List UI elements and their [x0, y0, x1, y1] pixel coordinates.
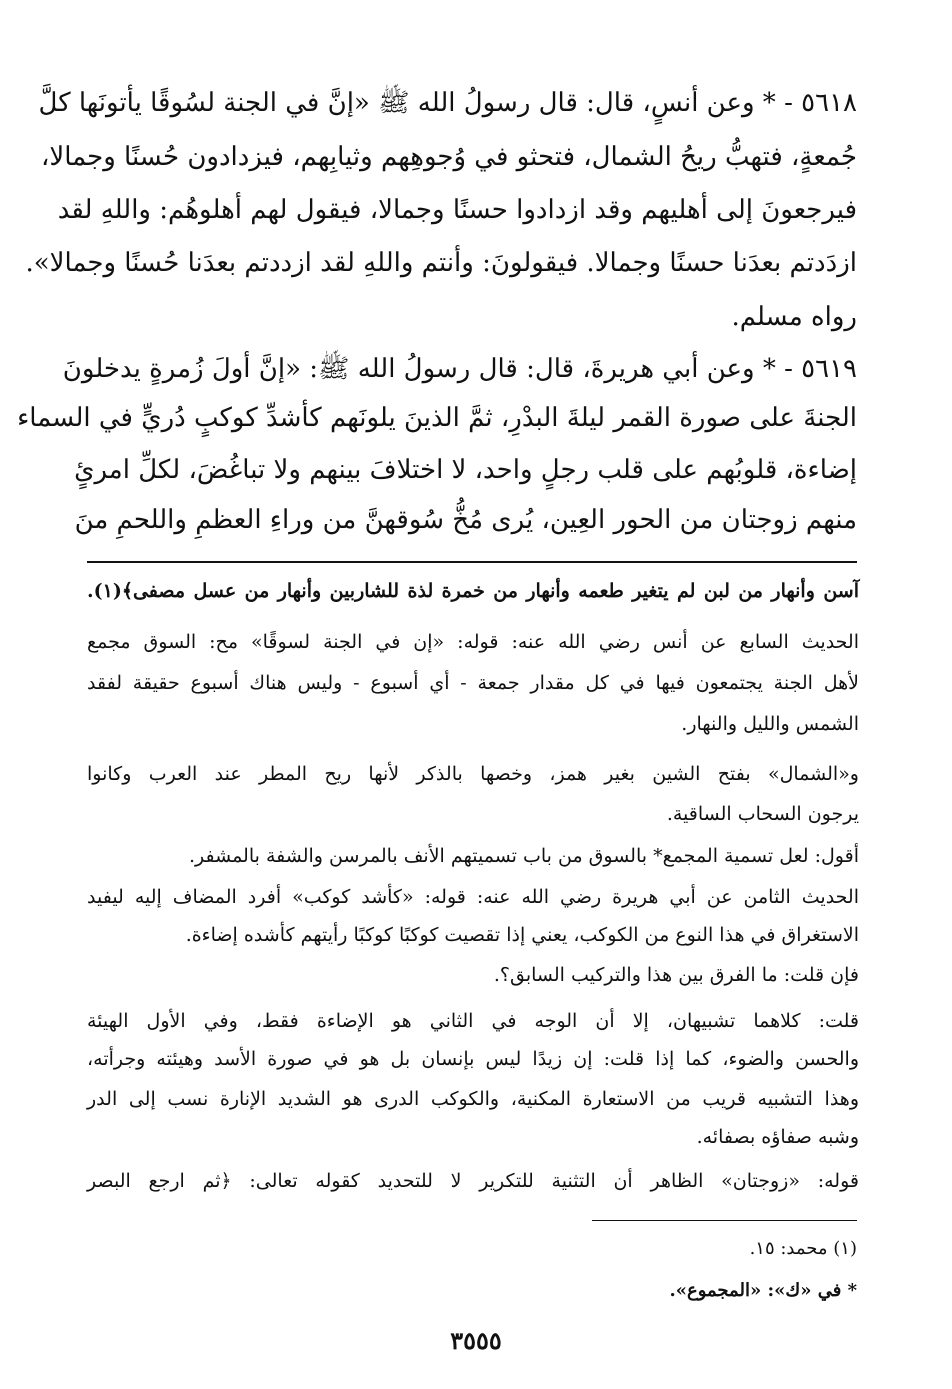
hadith-5618-line-4: ازدَدتم بعدَنا حسنًا وجمالا. فيقولونَ: وأنتم واللهِ لقد ازددتم بعدَنا حُسنًا وجمالا».: [25, 248, 857, 278]
commentary-p6-line-3: وهذا التشبيه قريب من الاستعارة المكنية، والكوكب الدرى هو الشديد الإنارة نسب إلى الدر: [87, 1088, 859, 1110]
hadith-5618-line-1: ٥٦١٨ - * وعن أنسٍ، قال: قال رسولُ الله ﷺ «إنَّ في الجنة لسُوقًا يأتونَها كلَّ: [38, 88, 857, 118]
hadith-5618-line-2: جُمعةٍ، فتهبُّ ريحُ الشمال، فتحثو في وُجوهِهم وثيابِهم، فيزدادون حُسنًا وجمالا،: [40, 142, 857, 172]
hadith-5619-line-3: إضاءة، قلوبُهم على قلب رجلٍ واحد، لا اختلافَ بينهم ولا تباغُضَ، لكلِّ امرئٍ: [74, 455, 857, 485]
footnote-2: * في «ك»: «المجموع».: [669, 1280, 857, 1301]
commentary-p2-line-2: يرجون السحاب الساقية.: [666, 803, 859, 825]
commentary-p6-line-2: والحسن والضوء، كما إذا قلت: إن زيدًا ليس بإنسان بل هو في صورة الأسد وهيئته وجرأته،: [87, 1048, 859, 1070]
commentary-p3-line-1: أقول: لعل تسمية المجمع* بالسوق من باب تسميتهم الأنف بالمرسن والشفة بالمشفر.: [188, 845, 859, 867]
hadith-5618-line-5: رواه مسلم.: [731, 302, 857, 332]
hadith-5619-line-4: منهم زوجتان من الحور العِين، يُرى مُخُّ سُوقهنَّ من وراءِ العظمِ واللحمِ منَ: [74, 505, 857, 535]
separator-rule: [87, 561, 857, 563]
commentary-p7-line-1: قوله: «زوجتان» الظاهر أن التثنية للتكرير لا للتحديد كقوله تعالى: ﴿ثم ارجع البصر: [87, 1170, 859, 1192]
page-number: ٣٥٥٥: [450, 1326, 502, 1355]
commentary-p2-line-1: و«الشمال» بفتح الشين بغير همز، وخصها بالذكر لأنها ريح المطر عند العرب وكانوا: [87, 763, 859, 785]
commentary-p1-line-1: الحديث السابع عن أنس رضي الله عنه: قوله: «إن في الجنة لسوقًا» مح: السوق مجمع: [87, 631, 859, 653]
footnote-rule: [592, 1220, 857, 1221]
footnote-1: (١) محمد: ١٥.: [749, 1238, 857, 1259]
hadith-5619-line-2: الجنةَ على صورة القمر ليلةَ البدْرِ، ثمَّ الذينَ يلونَهم كأشدِّ كوكبٍ دُريٍّ في السماء: [17, 403, 857, 433]
commentary-p1-line-2: لأهل الجنة يجتمعون فيها في كل مقدار جمعة - أي أسبوع - وليس هناك أسبوع حقيقة لفقد: [87, 672, 859, 694]
commentary-p5-line-1: فإن قلت: ما الفرق بين هذا والتركيب السابق؟.: [493, 964, 859, 986]
hadith-5618-line-3: فيرجعونَ إلى أهليهم وقد ازدادوا حسنًا وجمالا، فيقول لهم أهلوهُم: واللهِ لقد: [57, 195, 857, 225]
commentary-carryover: آسن وأنهار من لبن لم يتغير طعمه وأنهار من خمرة لذة للشاربين وأنهار من عسل مصفى﴾(١).: [87, 580, 859, 602]
hadith-5619-line-1: ٥٦١٩ - * وعن أبي هريرةَ، قال: قال رسولُ الله ﷺ: «إنَّ أولَ زُمرةٍ يدخلونَ: [62, 354, 857, 384]
commentary-p6-line-4: وشبه صفاؤه بصفائه.: [696, 1126, 859, 1148]
commentary-p4-line-2: الاستغراق في هذا النوع من الكوكب، يعني إذا تقصيت كوكبًا كوكبًا رأيتهم كأشده إضاءة.: [185, 924, 859, 946]
commentary-p6-line-1: قلت: كلاهما تشبيهان، إلا أن الوجه في الثاني هو الإضاءة فقط، وفي الأول الهيئة: [87, 1010, 859, 1032]
commentary-p1-line-3: الشمس والليل والنهار.: [681, 713, 859, 735]
commentary-p4-line-1: الحديث الثامن عن أبي هريرة رضي الله عنه: قوله: «كأشد كوكب» أفرد المضاف إليه ليفيد: [87, 886, 859, 908]
